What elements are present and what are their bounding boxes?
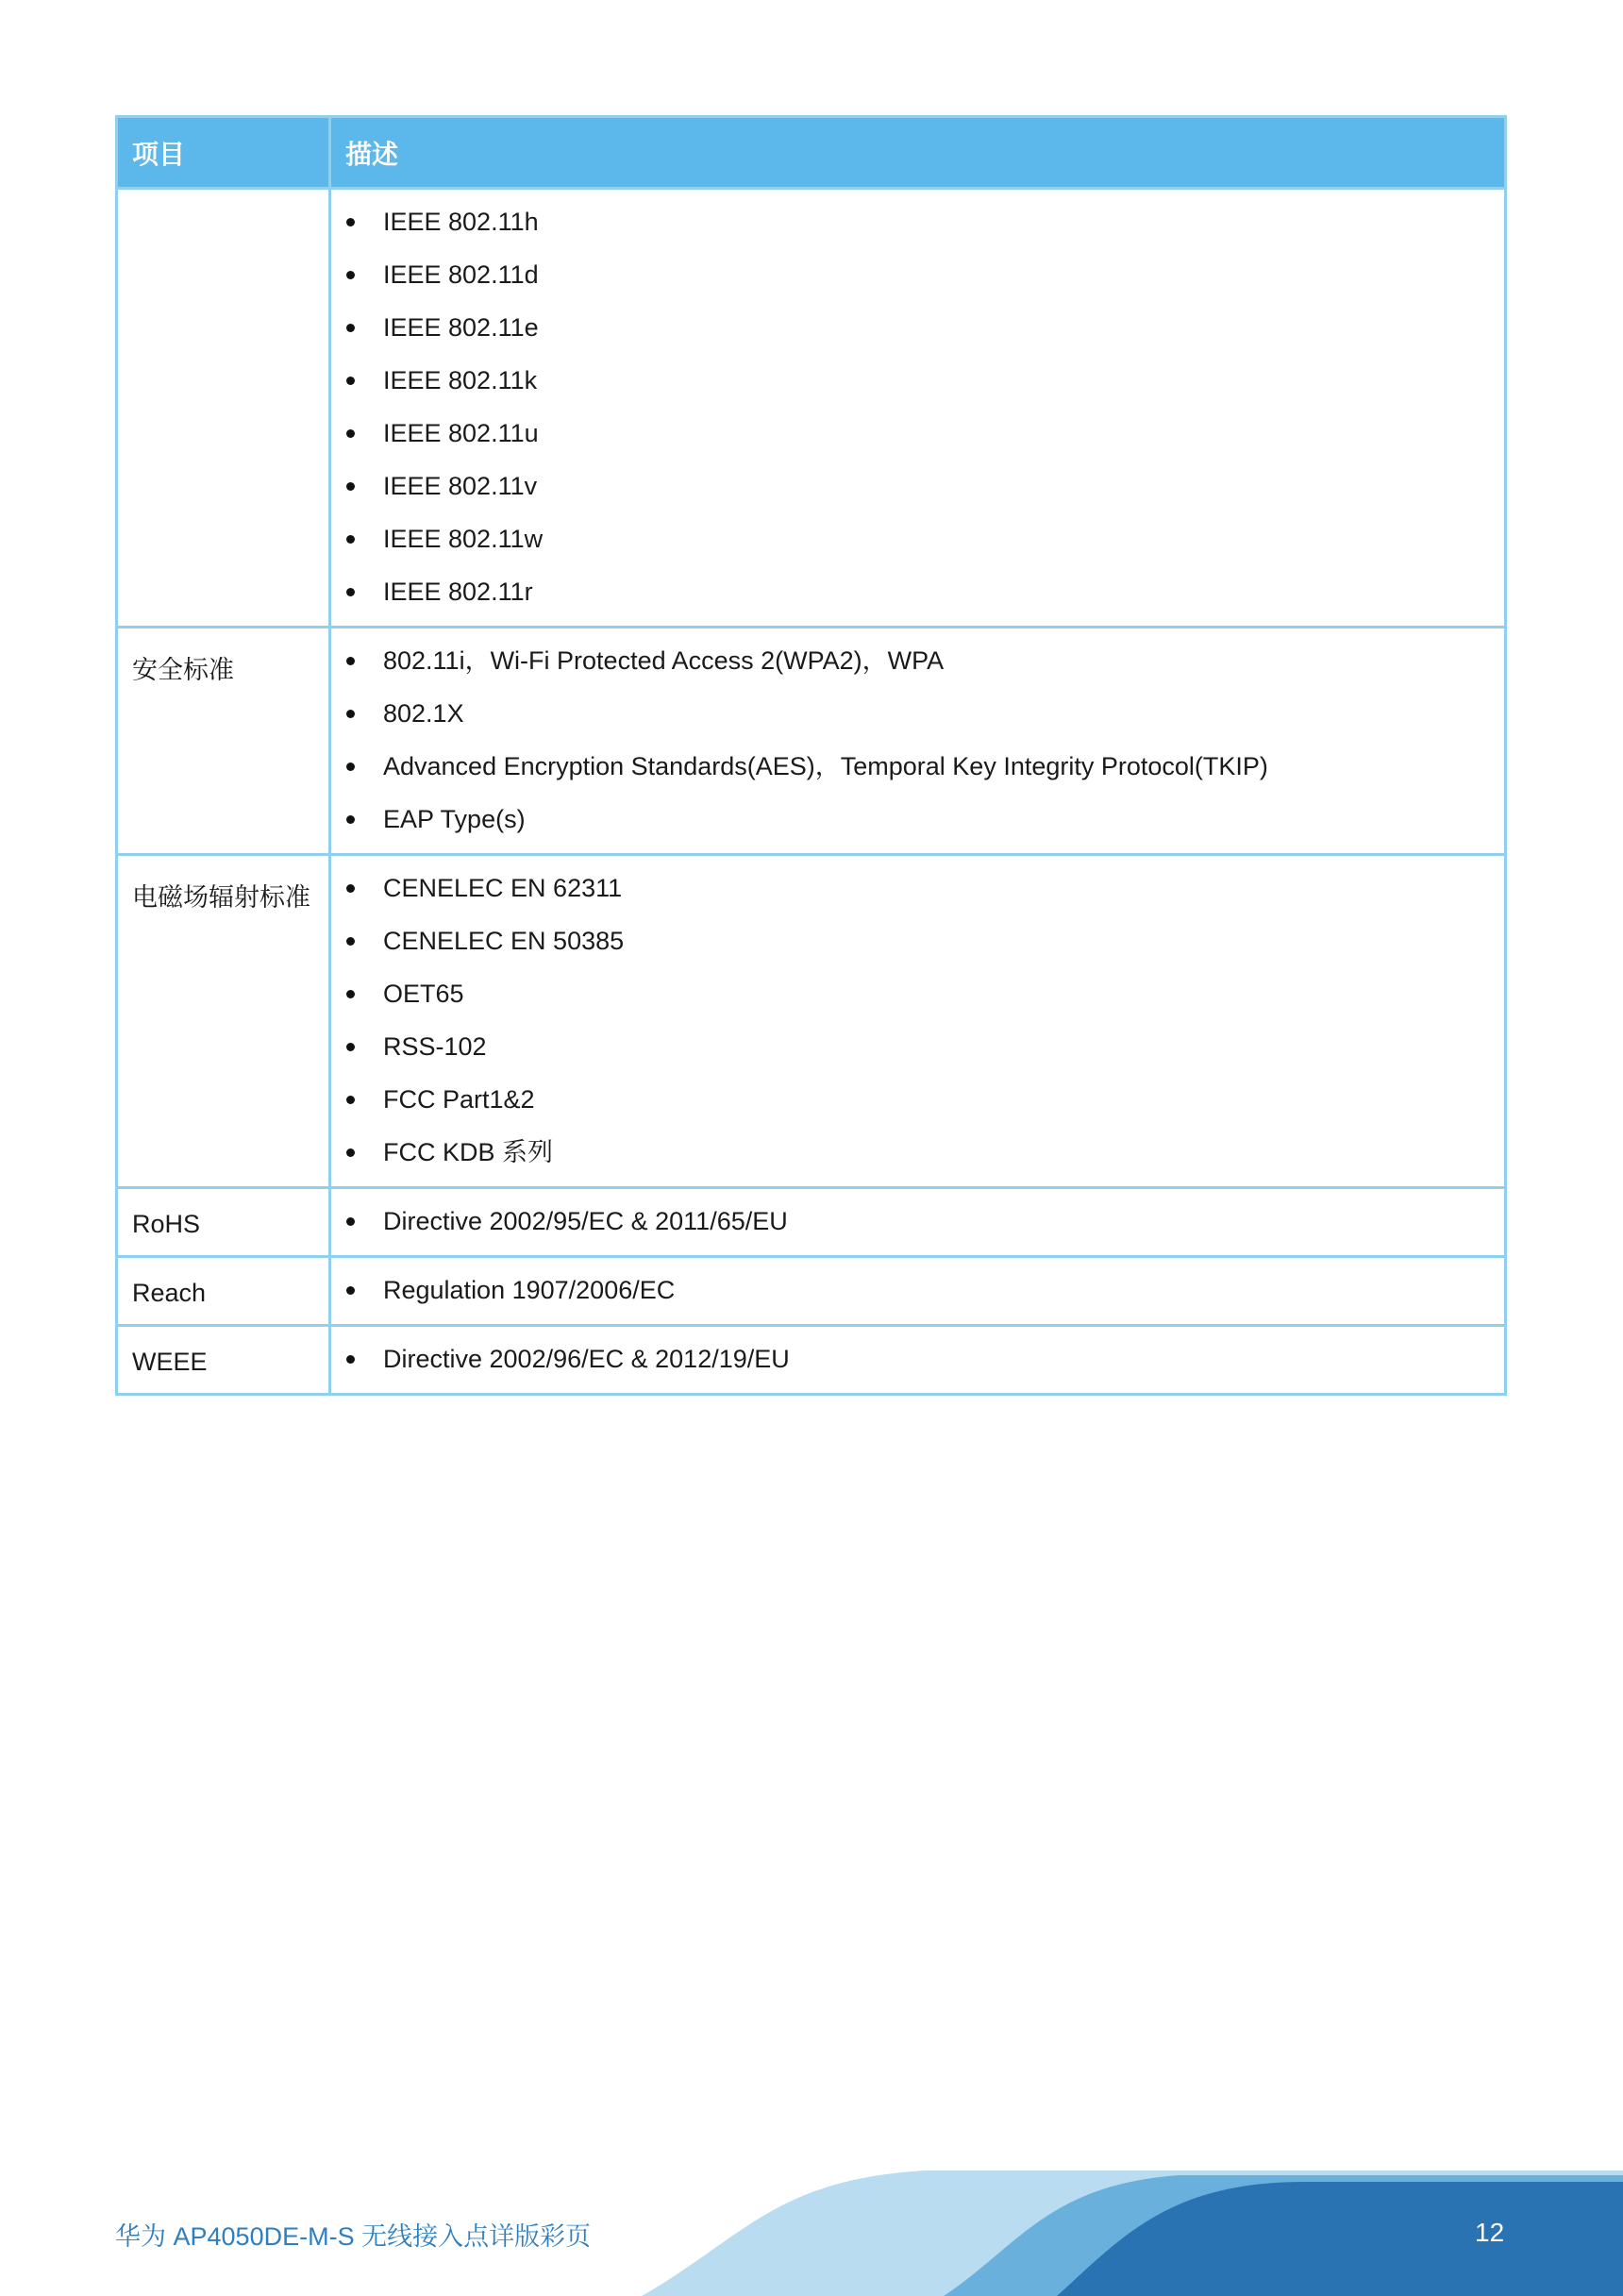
list-item: 802.1X: [331, 687, 1504, 740]
list-item: Regulation 1907/2006/EC: [331, 1264, 1504, 1316]
description-list: [331, 195, 1504, 618]
table-row: [117, 628, 1506, 855]
description-list: [331, 1332, 1504, 1385]
list-item: IEEE 802.11v: [331, 460, 1504, 512]
list-item: IEEE 802.11e: [331, 301, 1504, 354]
description-cell: [330, 1188, 1506, 1257]
list-item: CENELEC EN 50385: [331, 914, 1504, 967]
list-item: IEEE 802.11k: [331, 354, 1504, 407]
description-cell: [330, 1257, 1506, 1326]
description-list: [331, 1264, 1504, 1316]
description-list: [331, 1195, 1504, 1248]
page-number: 12: [1475, 2218, 1505, 2247]
footer-document-title: 华为 AP4050DE-M-S 无线接入点详版彩页: [115, 2222, 592, 2251]
item-cell: RoHS: [117, 1188, 330, 1257]
table-row: [117, 1257, 1506, 1326]
list-item: 802.11i，Wi-Fi Protected Access 2(WPA2)，WPA: [331, 634, 1504, 687]
list-item: EAP Type(s): [331, 793, 1504, 846]
item-cell: 安全标准: [117, 628, 330, 855]
item-cell: WEEE: [117, 1326, 330, 1395]
description-cell: [330, 1326, 1506, 1395]
description-cell: [330, 628, 1506, 855]
header-description: 描述: [330, 117, 1506, 189]
list-item: IEEE 802.11r: [331, 565, 1504, 618]
item-cell: Reach: [117, 1257, 330, 1326]
list-item: FCC Part1&2: [331, 1073, 1504, 1126]
spec-table: [115, 115, 1507, 1396]
table-row: [117, 1326, 1506, 1395]
list-item: IEEE 802.11w: [331, 512, 1504, 565]
list-item: IEEE 802.11h: [331, 195, 1504, 248]
table-row: [117, 1188, 1506, 1257]
list-item: FCC KDB 系列: [331, 1126, 1504, 1179]
table-row: [117, 855, 1506, 1188]
list-item: OET65: [331, 967, 1504, 1020]
table-row: [117, 189, 1506, 628]
header-item: 项目: [117, 117, 330, 189]
description-list: [331, 862, 1504, 1179]
list-item: IEEE 802.11u: [331, 407, 1504, 460]
list-item: Directive 2002/95/EC & 2011/65/EU: [331, 1195, 1504, 1248]
list-item: CENELEC EN 62311: [331, 862, 1504, 914]
item-cell: 电磁场辐射标准: [117, 855, 330, 1188]
description-list: [331, 634, 1504, 846]
description-cell: [330, 855, 1506, 1188]
item-cell: [117, 189, 330, 628]
list-item: Directive 2002/96/EC & 2012/19/EU: [331, 1332, 1504, 1385]
list-item: Advanced Encryption Standards(AES)，Temporal Key Integrity Protocol(TKIP): [331, 740, 1504, 793]
description-cell: [330, 189, 1506, 628]
list-item: IEEE 802.11d: [331, 248, 1504, 301]
table-header-row: [117, 117, 1506, 189]
list-item: RSS-102: [331, 1020, 1504, 1073]
